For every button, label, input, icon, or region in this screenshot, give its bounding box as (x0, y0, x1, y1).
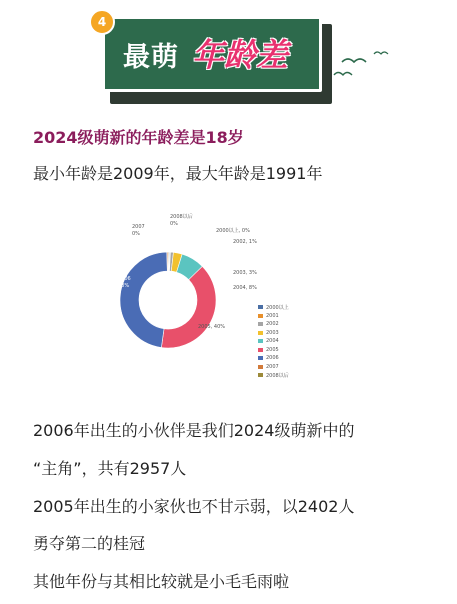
legend-swatch (258, 348, 263, 352)
slice-label-2006: 2006 (118, 276, 131, 282)
legend-item-2008以后 (258, 371, 289, 380)
paragraph-line-5: 其他年份与其相比较就是小毛毛雨啦 (33, 572, 290, 591)
legend-swatch (258, 305, 263, 309)
donut-slice-2008以后 (168, 252, 169, 271)
legend-swatch (258, 373, 263, 377)
legend-label: 2001 (266, 312, 279, 319)
legend-label: 2008以后 (266, 372, 289, 379)
birds-icon (332, 42, 392, 82)
slice-label-2007: 0% (132, 231, 140, 237)
slice-label-2008以后: 2008以后 (170, 214, 193, 220)
slice-label-2005: 2005, 40% (198, 324, 226, 330)
banner-title: 最萌 (123, 42, 179, 73)
banner-title-highlight: 年龄差 (192, 36, 289, 74)
paragraph-line-2: “主角”，共有2957人 (33, 459, 187, 478)
legend-label: 2007 (266, 363, 279, 370)
section-number-badge: 4 (89, 9, 115, 35)
legend-swatch (258, 356, 263, 360)
slice-label-2008以后: 0% (170, 221, 178, 227)
legend-label: 2000以上 (266, 304, 289, 311)
legend-item-2004 (258, 337, 289, 346)
legend-item-2007 (258, 363, 289, 372)
paragraph-line-1: 2006年出生的小伙伴是我们2024级萌新中的 (33, 421, 355, 440)
legend-label: 2002 (266, 321, 279, 328)
legend-item-2003 (258, 329, 289, 338)
legend-item-2002 (258, 320, 289, 329)
slice-label-2003: 2003, 3% (233, 270, 257, 276)
slice-label-2004: 2004, 8% (233, 285, 257, 291)
paragraph-line-3: 2005年出生的小家伙也不甘示弱，以2402人 (33, 497, 355, 516)
legend-item-2001 (258, 312, 289, 321)
age-gap-heading: 2024级萌新的年龄差是18岁 (33, 128, 244, 147)
slice-label-2000以上: 2000以上, 0% (216, 228, 250, 234)
slice-label-2002: 2002, 1% (233, 239, 257, 245)
legend-item-2005 (258, 346, 289, 355)
legend-swatch (258, 365, 263, 369)
slice-label-2006: 48% (118, 283, 130, 289)
legend-item-2000以上 (258, 303, 289, 312)
legend-item-2006 (258, 354, 289, 363)
legend-swatch (258, 331, 263, 335)
age-range-text: 最小年龄是2009年，最大年龄是1991年 (33, 164, 323, 183)
legend-label: 2006 (266, 355, 279, 362)
legend-swatch (258, 339, 263, 343)
paragraph-line-4: 勇夺第二的桂冠 (33, 534, 146, 553)
legend-label: 2003 (266, 329, 279, 336)
chart-legend (258, 303, 289, 380)
donut-slice-2006 (120, 252, 167, 348)
legend-label: 2005 (266, 346, 279, 353)
legend-swatch (258, 322, 263, 326)
legend-swatch (258, 314, 263, 318)
slice-label-2007: 2007 (132, 224, 145, 230)
legend-label: 2004 (266, 338, 279, 345)
